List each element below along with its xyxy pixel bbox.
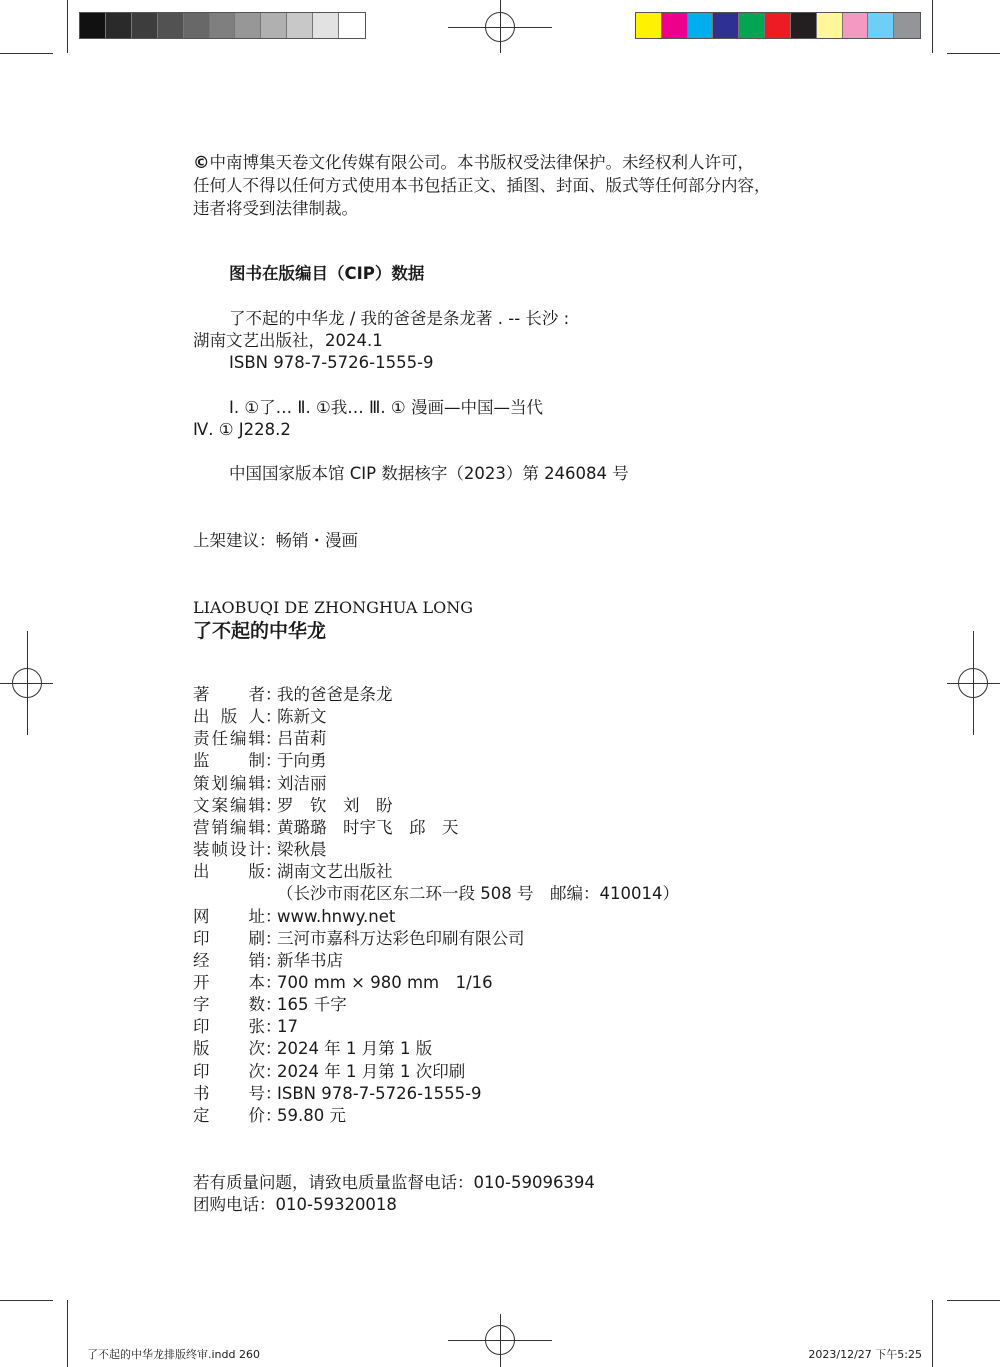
imprint-row xyxy=(193,684,393,706)
imprint-label: 出版 xyxy=(193,862,265,882)
imprint-colon: ： xyxy=(265,862,282,882)
imprint-label: 著者 xyxy=(193,685,265,704)
imprint-row xyxy=(193,1038,432,1060)
shelf-suggestion: 上架建议：畅销・漫画 xyxy=(193,531,358,550)
cip-classification-1: Ⅰ. ①了… Ⅱ. ①我… Ⅲ. ① 漫画—中国—当代 xyxy=(229,398,543,417)
copyright-line-2: 任何人不得以任何方式使用本书包括正文、插图、封面、版式等任何部分内容， xyxy=(193,176,771,195)
imprint-row xyxy=(193,1083,482,1105)
imprint-colon: ： xyxy=(265,707,282,727)
cip-line-2: 湖南文艺出版社，2024.1 xyxy=(193,331,383,350)
imprint-label: 文案编辑 xyxy=(193,795,265,815)
color-swatch xyxy=(739,13,765,38)
imprint-value: www.hnwy.net xyxy=(277,906,396,926)
imprint-row xyxy=(193,1061,465,1083)
imprint-value: 三河市嘉科万达彩色印刷有限公司 xyxy=(277,928,525,948)
footer-filename: 了不起的中华龙排版终审.indd 260 xyxy=(87,1348,260,1361)
imprint-value: 刘洁丽 xyxy=(277,773,327,793)
imprint-row xyxy=(193,750,327,772)
imprint-colon: ： xyxy=(265,1017,282,1037)
imprint-row xyxy=(193,861,393,883)
imprint-value: 2024 年 1 月第 1 次印刷 xyxy=(277,1061,466,1081)
imprint-row xyxy=(193,839,327,861)
imprint-row xyxy=(193,906,395,928)
imprint-row xyxy=(193,883,679,905)
imprint-label: 版次 xyxy=(193,1039,265,1059)
imprint-colon: ： xyxy=(265,1105,282,1125)
imprint-label: 开本 xyxy=(193,972,265,992)
imprint-colon: ： xyxy=(265,685,282,704)
imprint-label: 书号 xyxy=(193,1083,265,1103)
imprint-value: 于向勇 xyxy=(277,751,327,771)
cip-verification: 中国国家版本馆 CIP 数据核字（2023）第 246084 号 xyxy=(229,464,629,483)
imprint-label: 策划编辑 xyxy=(193,773,265,793)
cip-line-1: 了不起的中华龙 / 我的爸爸是条龙著 . -- 长沙 : xyxy=(229,309,570,328)
imprint-value: 59.80 元 xyxy=(277,1105,346,1125)
imprint-label: 定价 xyxy=(193,1105,265,1125)
imprint-row xyxy=(193,950,343,972)
imprint-value: 700 mm × 980 mm 1/16 xyxy=(277,972,493,992)
imprint-label: 印次 xyxy=(193,1061,265,1081)
color-swatch xyxy=(817,13,843,38)
color-swatch xyxy=(765,13,791,38)
imprint-label: 出版人 xyxy=(193,707,265,727)
imprint-row xyxy=(193,1105,346,1127)
imprint-colon: ： xyxy=(265,729,282,749)
color-swatch xyxy=(688,13,714,38)
imprint-label: 印刷 xyxy=(193,928,265,948)
color-swatch xyxy=(713,13,739,38)
imprint-value: 陈新文 xyxy=(277,707,327,727)
imprint-colon: ： xyxy=(265,972,282,992)
imprint-label: 字数 xyxy=(193,995,265,1015)
imprint-value: 我的爸爸是条龙 xyxy=(277,685,393,704)
copyright-symbol-icon: © xyxy=(193,153,210,172)
cip-isbn: ISBN 978-7-5726-1555-9 xyxy=(229,353,434,372)
title-chinese: 了不起的中华龙 xyxy=(193,620,327,642)
color-swatch xyxy=(894,13,920,38)
imprint-value: 梁秋晨 xyxy=(277,840,327,860)
title-pinyin: LIAOBUQI DE ZHONGHUA LONG xyxy=(193,598,474,617)
imprint-value: 新华书店 xyxy=(277,950,343,970)
imprint-value: 165 千字 xyxy=(277,995,347,1015)
gray-swatch xyxy=(339,13,365,38)
quality-hotline: 若有质量问题，请致电质量监督电话：010-59096394 xyxy=(193,1173,595,1192)
gray-swatch xyxy=(287,13,313,38)
imprint-value: （长沙市雨花区东二环一段 508 号 邮编：410014） xyxy=(277,884,679,904)
gray-swatch xyxy=(313,13,339,38)
imprint-value: 黄璐璐 时宇飞 邱 天 xyxy=(277,817,459,837)
gray-swatch xyxy=(210,13,236,38)
imprint-label: 网址 xyxy=(193,906,265,926)
gray-swatch xyxy=(261,13,287,38)
imprint-value: 吕苗莉 xyxy=(277,729,327,749)
gray-swatch xyxy=(184,13,210,38)
imprint-value: 罗 钦 刘 盼 xyxy=(277,795,393,815)
imprint-label: 营销编辑 xyxy=(193,817,265,837)
gray-swatch xyxy=(132,13,158,38)
imprint-colon: ： xyxy=(265,840,282,860)
color-swatch xyxy=(636,13,662,38)
color-swatch xyxy=(791,13,817,38)
imprint-label: 经销 xyxy=(193,950,265,970)
imprint-row xyxy=(193,928,525,950)
imprint-row xyxy=(193,994,347,1016)
imprint-colon: ： xyxy=(265,795,282,815)
imprint-colon: ： xyxy=(265,751,282,771)
copyright-line-1: 中南博集天卷文化传媒有限公司。本书版权受法律保护。未经权利人许可， xyxy=(209,153,754,172)
imprint-label: 装帧设计 xyxy=(193,840,265,860)
grayscale-calibration-bar xyxy=(79,12,366,39)
gray-swatch xyxy=(235,13,261,38)
imprint-value: 17 xyxy=(277,1017,298,1037)
imprint-row xyxy=(193,728,327,750)
imprint-row xyxy=(193,1016,298,1038)
imprint-label: 责任编辑 xyxy=(193,729,265,749)
color-calibration-bar xyxy=(635,12,921,39)
imprint-value: 湖南文艺出版社 xyxy=(277,862,393,882)
color-swatch xyxy=(662,13,688,38)
imprint-colon: ： xyxy=(265,773,282,793)
imprint-row xyxy=(193,773,327,795)
cip-heading: 图书在版编目（CIP）数据 xyxy=(229,264,425,283)
imprint-row xyxy=(193,817,459,839)
imprint-label: 印张 xyxy=(193,1017,265,1037)
footer-timestamp: 2023/12/27 下午5:25 xyxy=(808,1348,922,1361)
imprint-colon: ： xyxy=(265,817,282,837)
color-swatch xyxy=(868,13,894,38)
imprint-colon: ： xyxy=(265,1039,282,1059)
group-purchase-phone: 团购电话：010-59320018 xyxy=(193,1195,397,1214)
imprint-row xyxy=(193,972,493,994)
imprint-row xyxy=(193,706,327,728)
imprint-colon: ： xyxy=(265,906,282,926)
cip-classification-2: Ⅳ. ① J228.2 xyxy=(193,420,291,439)
imprint-row xyxy=(193,795,393,817)
gray-swatch xyxy=(158,13,184,38)
color-swatch xyxy=(843,13,869,38)
imprint-colon: ： xyxy=(265,995,282,1015)
imprint-label: 监制 xyxy=(193,751,265,771)
imprint-value: 2024 年 1 月第 1 版 xyxy=(277,1039,433,1059)
imprint-value: ISBN 978-7-5726-1555-9 xyxy=(277,1083,482,1103)
imprint-colon: ： xyxy=(265,1083,282,1103)
imprint-colon: ： xyxy=(265,1061,282,1081)
gray-swatch xyxy=(80,13,106,38)
imprint-colon: ： xyxy=(265,928,282,948)
copyright-line-3: 违者将受到法律制裁。 xyxy=(193,199,358,218)
imprint-colon: ： xyxy=(265,950,282,970)
gray-swatch xyxy=(106,13,132,38)
